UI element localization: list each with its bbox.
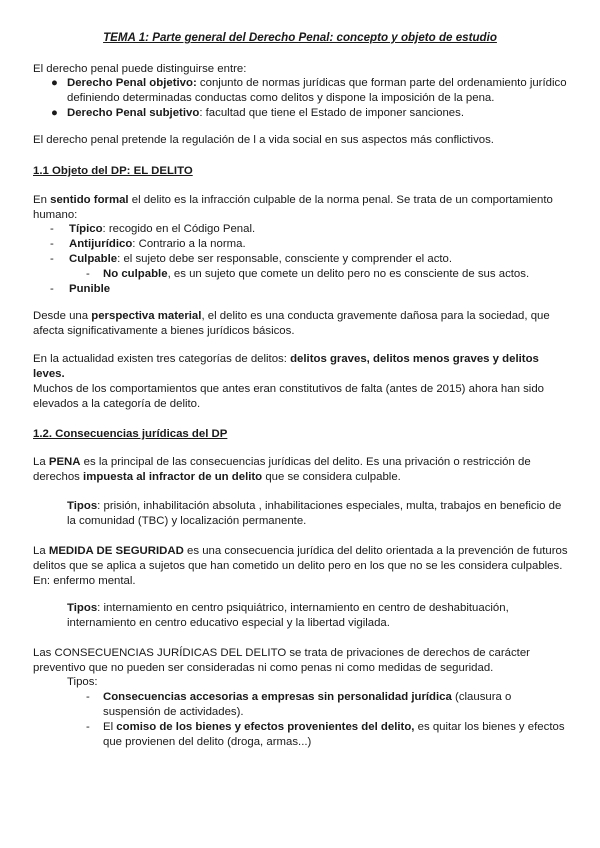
bullet-icon: ● (51, 107, 58, 119)
paragraph-falta: Muchos de los comportamientos que antes eran constitutivos de falta (antes de 2015) ahora han sido elevados a la categoría de delito. (33, 383, 544, 410)
paragraph-formal: En sentido formal el delito es la infracción culpable de la norma penal. Se trata de un comportamiento humano: (33, 194, 553, 221)
intro-paragraph: El derecho penal pretende la regulación de l a vida social en sus aspectos más conflictivos. (33, 134, 494, 146)
list-item: - Típico: recogido en el Código Penal. (50, 223, 256, 235)
list-item: ● Derecho Penal subjetivo: facultad que tiene el Estado de imponer sanciones. (51, 107, 465, 119)
paragraph-consecuencias: Las CONSECUENCIAS JURÍDICAS DEL DELITO se trata de privaciones de derechos de carácter preventivo que no pueden ser consideradas ni como penas ni como medidas de seguridad. (33, 647, 530, 674)
medida-tipos: Tipos: internamiento en centro psiquiátrico, internamiento en centro de deshabituación, internamiento en centro educativo especial y la libertad vigilada. (67, 602, 509, 629)
list-item: - Culpable: el sujeto debe ser responsable, consciente y comprender el acto. (50, 253, 453, 265)
tipos-label: Tipos: (67, 676, 98, 688)
intro-list (33, 76, 570, 121)
list-item: - El comiso de los bienes y efectos provenientes del delito, es quitar los bienes y efectos que provienen del delito (droga, armas...) (86, 721, 565, 748)
document-title: TEMA 1: Parte general del Derecho Penal: concepto y objeto de estudio (103, 31, 497, 44)
paragraph-material: Desde una perspectiva material, el delito es una conducta gravemente dañosa para la sociedad, que afecta significativamente a bienes jurídicos básicos. (33, 310, 550, 337)
list-item: - Punible (50, 283, 111, 295)
intro-lead: El derecho penal puede distinguirse entre: (33, 63, 247, 75)
bullet-icon: ● (51, 77, 58, 89)
list-item: - Consecuencias accesorias a empresas sin personalidad jurídica (clausura o suspensión de actividades). (86, 691, 512, 718)
section-heading: 1.2. Consecuencias jurídicas del DP (33, 428, 228, 440)
delito-elements-list (33, 222, 570, 297)
paragraph-categories: En la actualidad existen tres categorías de delitos: delitos graves, delitos menos graves y delitos leves. (33, 353, 539, 380)
sub-list-item: - No culpable, es un sujeto que comete un delito pero no es consciente de sus actos. (86, 268, 530, 280)
paragraph-pena: La PENA es la principal de las consecuencias jurídicas del delito. Es una privación o restricción de derechos impuesta al infractor de un delito que se considera culpable. (33, 456, 531, 483)
section-heading: 1.1 Objeto del DP: EL DELITO (33, 165, 193, 177)
consecuencias-list (33, 690, 570, 750)
pena-tipos: Tipos: prisión, inhabilitación absoluta , inhabilitaciones especiales, multa, trabajos en beneficio de la comunidad (TBC) y localización permanente. (67, 500, 562, 527)
paragraph-medida: La MEDIDA DE SEGURIDAD es una consecuencia jurídica del delito orientada a la prevención de futuros delitos que se aplica a sujetos que han cometido un delito pero en los que no se les considera culpables. En: enfermo mental. (33, 545, 568, 587)
list-item: ● Derecho Penal objetivo: conjunto de normas jurídicas que forman parte del ordenamiento jurídico definiendo determinadas conductas como delitos y dispone la imposición de la pena. (51, 77, 567, 104)
list-item: - Antijurídico: Contrario a la norma. (50, 238, 246, 250)
